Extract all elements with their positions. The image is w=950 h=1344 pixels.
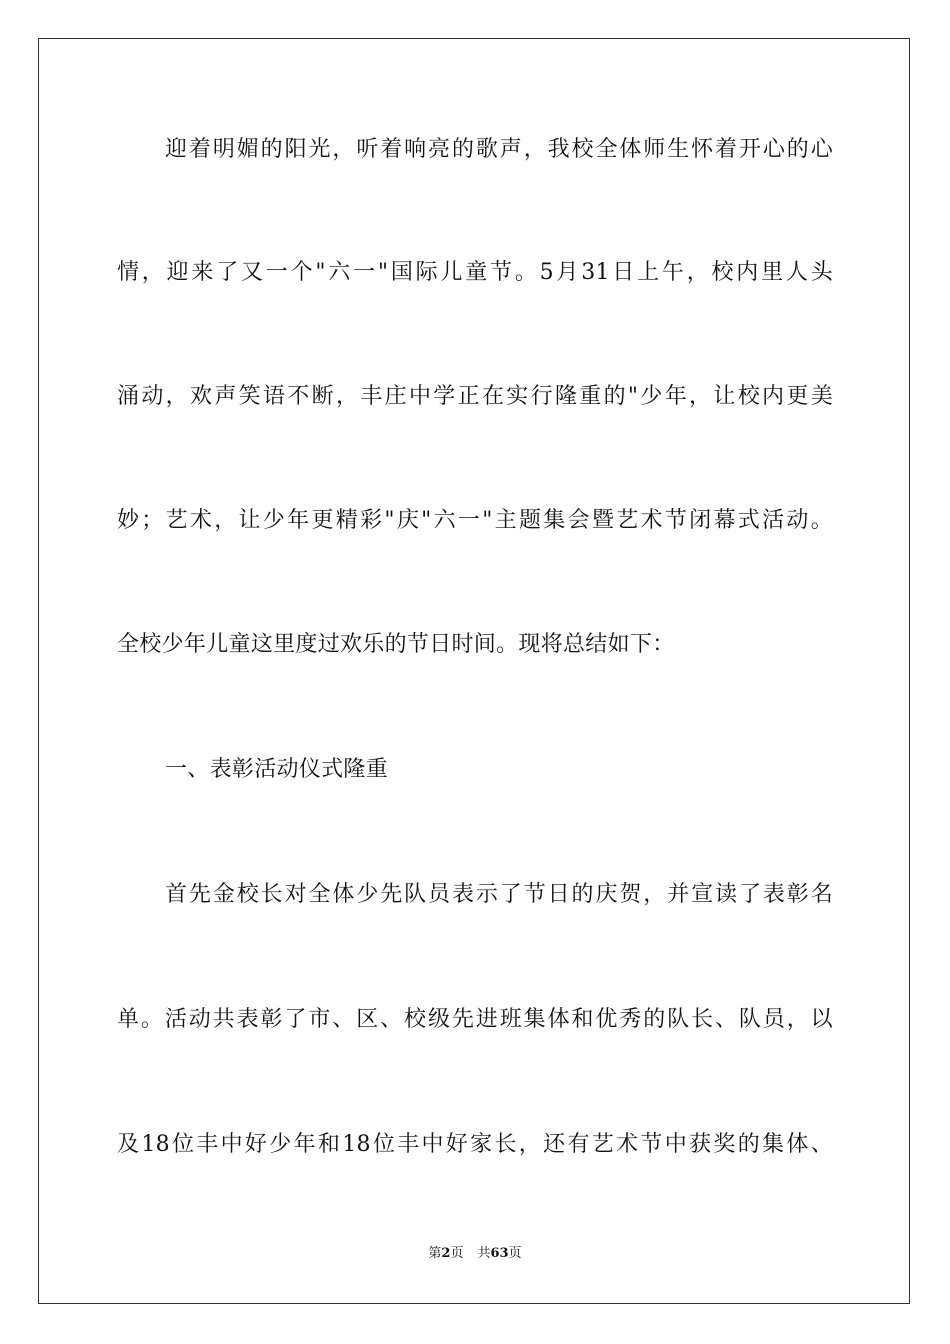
page-footer — [0, 1245, 950, 1263]
paragraph-line: 迎着明媚的阳光，听着响亮的歌声，我校全体师生怀着开心的心 — [165, 137, 833, 162]
paragraph-line: 情，迎来了又一个"六一"国际儿童节。5月31日上午，校内里人头 — [117, 260, 833, 285]
total-pages-number: 63 — [490, 1246, 509, 1261]
paragraph-line: 妙；艺术，让少年更精彩"庆"六一"主题集会暨艺术节闭幕式活动。 — [117, 508, 833, 533]
page-number-prefix: 第 — [428, 1246, 442, 1261]
total-pages-prefix: 共 — [477, 1246, 491, 1261]
paragraph-line: 单。活动共表彰了市、区、校级先进班集体和优秀的队长、队员，以 — [117, 1007, 833, 1032]
current-page-number: 2 — [441, 1246, 451, 1261]
paragraph-line: 全校少年儿童这里度过欢乐的节日时间。现将总结如下： — [117, 632, 675, 657]
total-pages-unit: 页 — [508, 1246, 522, 1261]
page-frame — [38, 38, 910, 1304]
paragraph-line: 涌动，欢声笑语不断，丰庄中学正在实行隆重的"少年，让校内更美 — [117, 384, 833, 409]
paragraph-line: 及18位丰中好少年和18位丰中好家长，还有艺术节中获奖的集体、 — [117, 1132, 833, 1157]
page-number-unit: 页 — [450, 1246, 464, 1261]
paragraph-line: 首先金校长对全体少先队员表示了节日的庆贺，并宣读了表彰名 — [165, 882, 833, 907]
section-heading: 一、表彰活动仪式隆重 — [165, 757, 389, 782]
